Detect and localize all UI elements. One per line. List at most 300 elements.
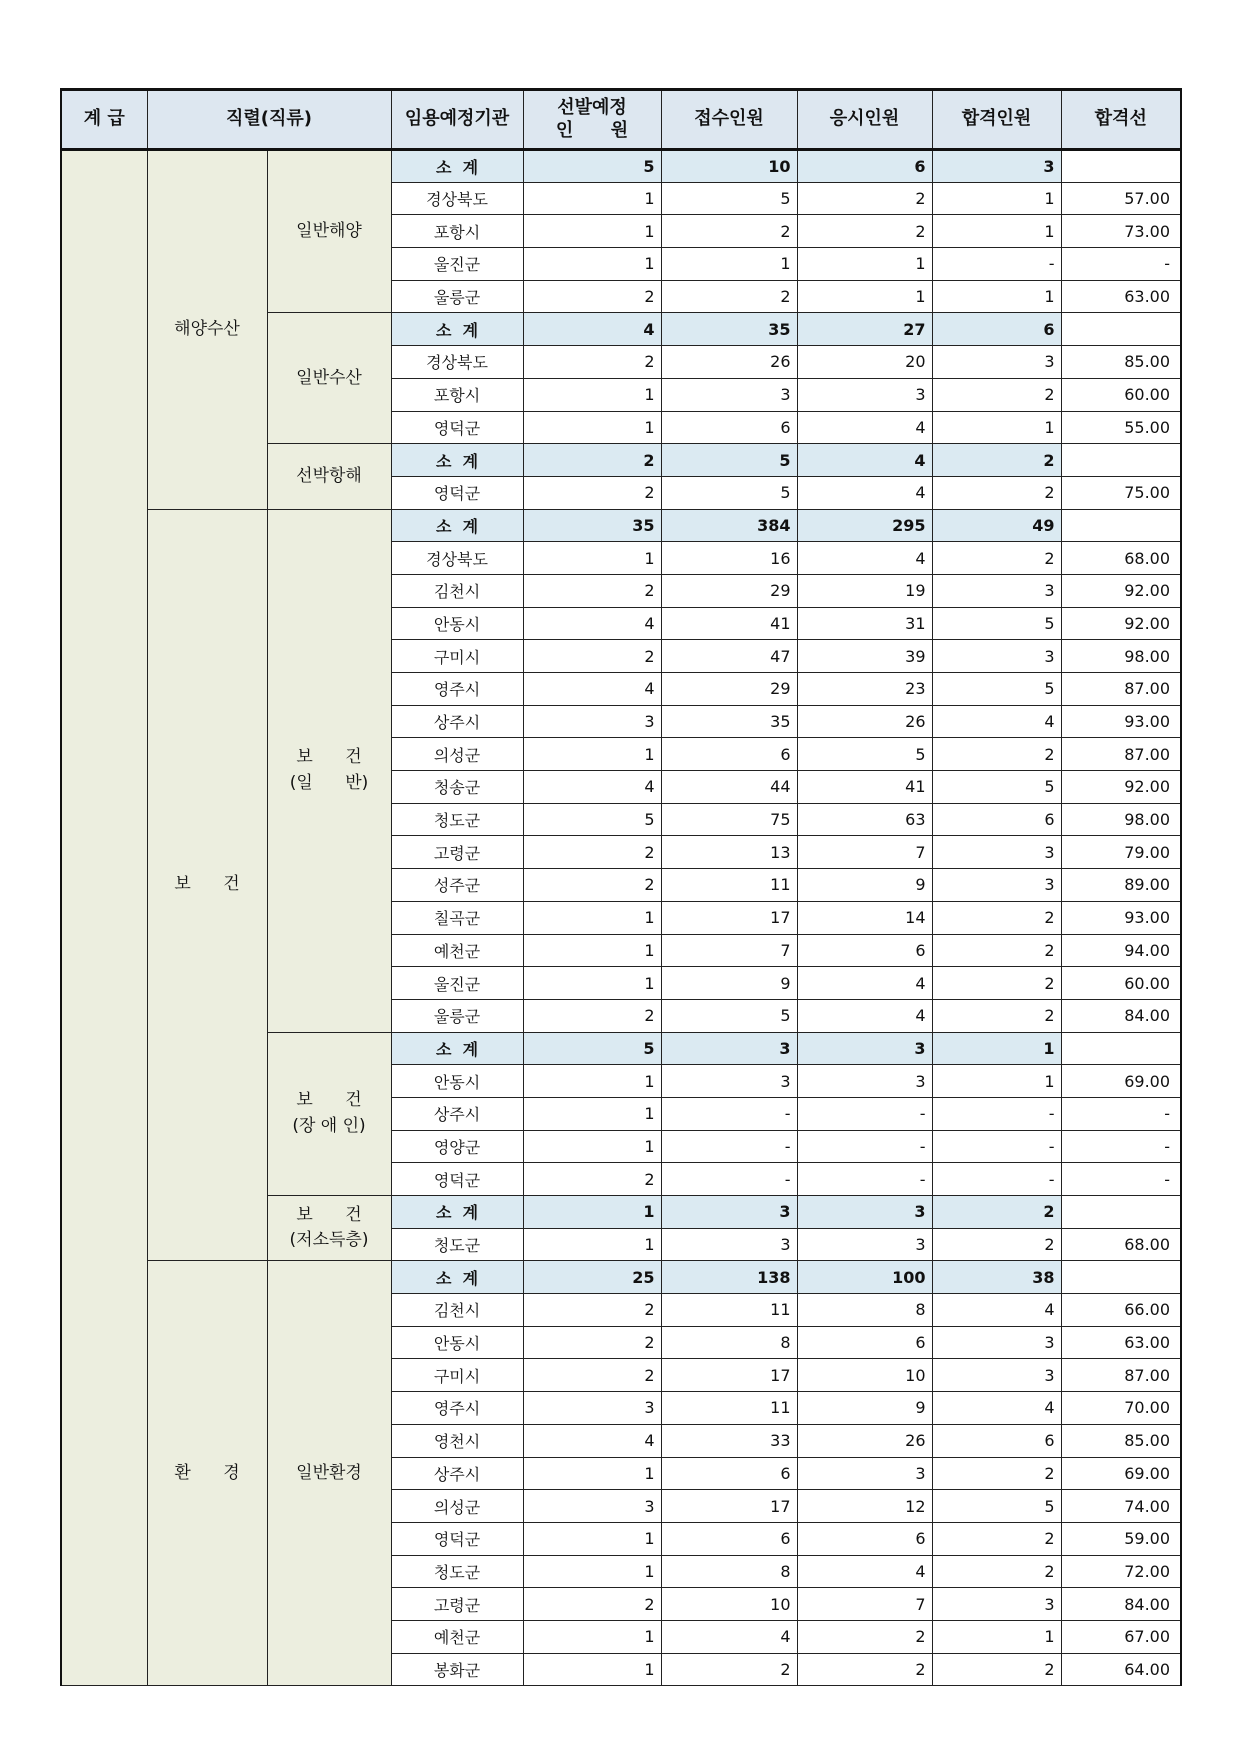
cutoff-cell: 89.00 — [1061, 869, 1181, 902]
cutoff-cell: 75.00 — [1061, 476, 1181, 509]
applied-cell: 5 — [661, 182, 797, 215]
agency-cell: 봉화군 — [391, 1653, 523, 1686]
applied-cell: 6 — [661, 1522, 797, 1555]
passed-cell: 5 — [932, 607, 1061, 640]
examined-cell: 295 — [797, 509, 932, 542]
agency-cell: 영덕군 — [391, 411, 523, 444]
passed-cell: 1 — [932, 1620, 1061, 1653]
agency-cell: 영양군 — [391, 1130, 523, 1163]
cutoff-cell: 98.00 — [1061, 803, 1181, 836]
agency-cell: 영주시 — [391, 673, 523, 706]
series-group-cell: 해양수산 — [147, 150, 267, 510]
examined-cell: 4 — [797, 542, 932, 575]
examined-cell: 2 — [797, 215, 932, 248]
series-subgroup-cell: 선박항해 — [267, 444, 391, 509]
examined-cell: - — [797, 1130, 932, 1163]
agency-cell: 안동시 — [391, 607, 523, 640]
examined-cell: 2 — [797, 1620, 932, 1653]
examined-cell: 4 — [797, 444, 932, 477]
passed-cell: 49 — [932, 509, 1061, 542]
cutoff-cell: 57.00 — [1061, 182, 1181, 215]
applied-cell: 5 — [661, 444, 797, 477]
applied-cell: 35 — [661, 313, 797, 346]
applied-cell: 17 — [661, 901, 797, 934]
header-series: 직렬(직류) — [147, 90, 391, 150]
applied-cell: 9 — [661, 967, 797, 1000]
examined-cell: 100 — [797, 1261, 932, 1294]
applied-cell: 10 — [661, 150, 797, 183]
planned-cell: 1 — [523, 1228, 661, 1261]
passed-cell: 38 — [932, 1261, 1061, 1294]
cutoff-cell: 69.00 — [1061, 1065, 1181, 1098]
planned-cell: 4 — [523, 607, 661, 640]
applied-cell: 6 — [661, 1457, 797, 1490]
passed-cell: 1 — [932, 280, 1061, 313]
planned-cell: 1 — [523, 182, 661, 215]
planned-cell: 1 — [523, 248, 661, 281]
agency-cell: 안동시 — [391, 1065, 523, 1098]
examined-cell: 3 — [797, 1196, 932, 1229]
examined-cell: 7 — [797, 836, 932, 869]
passed-cell: 6 — [932, 803, 1061, 836]
planned-cell: 2 — [523, 999, 661, 1032]
agency-cell: 영주시 — [391, 1392, 523, 1425]
passed-cell: - — [932, 1130, 1061, 1163]
planned-cell: 2 — [523, 574, 661, 607]
applied-cell: 11 — [661, 1392, 797, 1425]
passed-cell: - — [932, 1163, 1061, 1196]
applied-cell: 4 — [661, 1620, 797, 1653]
examined-cell: 6 — [797, 1522, 932, 1555]
applied-cell: 3 — [661, 1032, 797, 1065]
examined-cell: 4 — [797, 1555, 932, 1588]
planned-cell: 4 — [523, 313, 661, 346]
passed-cell: 2 — [932, 378, 1061, 411]
examined-cell: 5 — [797, 738, 932, 771]
header-grade: 계 급 — [61, 90, 147, 150]
cutoff-cell: 85.00 — [1061, 1424, 1181, 1457]
series-subgroup-cell: 보 건 (일 반) — [267, 509, 391, 1032]
cutoff-cell — [1061, 1261, 1181, 1294]
examined-cell: 1 — [797, 248, 932, 281]
planned-cell: 2 — [523, 444, 661, 477]
cutoff-cell: 93.00 — [1061, 901, 1181, 934]
passed-cell: 1 — [932, 1065, 1061, 1098]
cutoff-cell: 60.00 — [1061, 378, 1181, 411]
agency-cell: 울진군 — [391, 967, 523, 1000]
series-subgroup-cell: 일반수산 — [267, 313, 391, 444]
examined-cell: 31 — [797, 607, 932, 640]
applied-cell: - — [661, 1130, 797, 1163]
cutoff-cell — [1061, 1032, 1181, 1065]
planned-cell: 1 — [523, 901, 661, 934]
header-applied: 접수인원 — [661, 90, 797, 150]
applied-cell: 6 — [661, 738, 797, 771]
agency-cell: 소 계 — [391, 1032, 523, 1065]
subtotal-row — [61, 509, 1181, 542]
subtotal-row — [61, 1261, 1181, 1294]
cutoff-cell: 85.00 — [1061, 346, 1181, 379]
examined-cell: 10 — [797, 1359, 932, 1392]
planned-cell: 1 — [523, 215, 661, 248]
passed-cell: 5 — [932, 673, 1061, 706]
passed-cell: 3 — [932, 1588, 1061, 1621]
planned-cell: 1 — [523, 738, 661, 771]
agency-cell: 경상북도 — [391, 542, 523, 575]
planned-cell: 5 — [523, 803, 661, 836]
cutoff-cell: 68.00 — [1061, 1228, 1181, 1261]
examined-cell: 41 — [797, 771, 932, 804]
header-passed: 합격인원 — [932, 90, 1061, 150]
planned-cell: 2 — [523, 869, 661, 902]
passed-cell: - — [932, 248, 1061, 281]
agency-cell: 소 계 — [391, 150, 523, 183]
series-subgroup-cell: 보 건 (장 애 인) — [267, 1032, 391, 1195]
examined-cell: 3 — [797, 378, 932, 411]
agency-cell: 김천시 — [391, 1294, 523, 1327]
agency-cell: 구미시 — [391, 1359, 523, 1392]
cutoff-cell — [1061, 150, 1181, 183]
agency-cell: 포항시 — [391, 215, 523, 248]
planned-cell: 5 — [523, 150, 661, 183]
applied-cell: 6 — [661, 411, 797, 444]
examined-cell: 3 — [797, 1032, 932, 1065]
series-subgroup-cell: 일반해양 — [267, 150, 391, 313]
header-agency: 임용예정기관 — [391, 90, 523, 150]
passed-cell: 3 — [932, 1326, 1061, 1359]
examined-cell: 12 — [797, 1490, 932, 1523]
header-planned-line2: 인 원 — [555, 119, 629, 141]
applied-cell: 8 — [661, 1555, 797, 1588]
agency-cell: 포항시 — [391, 378, 523, 411]
applied-cell: 2 — [661, 280, 797, 313]
planned-cell: 2 — [523, 1294, 661, 1327]
planned-cell: 2 — [523, 346, 661, 379]
table-header — [61, 90, 1181, 150]
agency-cell: 소 계 — [391, 1261, 523, 1294]
agency-cell: 구미시 — [391, 640, 523, 673]
agency-cell: 상주시 — [391, 705, 523, 738]
passed-cell: - — [932, 1097, 1061, 1130]
series-subgroup-cell: 일반환경 — [267, 1261, 391, 1686]
applied-cell: 10 — [661, 1588, 797, 1621]
agency-cell: 고령군 — [391, 1588, 523, 1621]
applied-cell: 17 — [661, 1359, 797, 1392]
passed-cell: 2 — [932, 1555, 1061, 1588]
planned-cell: 4 — [523, 673, 661, 706]
examined-cell: 3 — [797, 1228, 932, 1261]
planned-cell: 2 — [523, 280, 661, 313]
agency-cell: 상주시 — [391, 1097, 523, 1130]
examined-cell: 39 — [797, 640, 932, 673]
planned-cell: 2 — [523, 1588, 661, 1621]
examined-cell: 27 — [797, 313, 932, 346]
cutoff-cell: 98.00 — [1061, 640, 1181, 673]
planned-cell: 2 — [523, 1163, 661, 1196]
applied-cell: - — [661, 1163, 797, 1196]
passed-cell: 2 — [932, 967, 1061, 1000]
cutoff-cell: 93.00 — [1061, 705, 1181, 738]
agency-cell: 소 계 — [391, 313, 523, 346]
agency-cell: 청도군 — [391, 1555, 523, 1588]
agency-cell: 소 계 — [391, 444, 523, 477]
cutoff-cell: 68.00 — [1061, 542, 1181, 575]
applied-cell: 3 — [661, 1196, 797, 1229]
passed-cell: 3 — [932, 150, 1061, 183]
agency-cell: 울릉군 — [391, 999, 523, 1032]
agency-cell: 울진군 — [391, 248, 523, 281]
examined-cell: 3 — [797, 1457, 932, 1490]
examined-cell: 1 — [797, 280, 932, 313]
applied-cell: 384 — [661, 509, 797, 542]
agency-cell: 영천시 — [391, 1424, 523, 1457]
applied-cell: 29 — [661, 574, 797, 607]
planned-cell: 1 — [523, 378, 661, 411]
planned-cell: 3 — [523, 705, 661, 738]
header-cutoff: 합격선 — [1061, 90, 1181, 150]
examined-cell: 19 — [797, 574, 932, 607]
header-planned-line1: 선발예정 — [557, 97, 627, 118]
planned-cell: 1 — [523, 1196, 661, 1229]
planned-cell: 35 — [523, 509, 661, 542]
agency-cell: 영덕군 — [391, 1522, 523, 1555]
applied-cell: - — [661, 1097, 797, 1130]
cutoff-cell: - — [1061, 1130, 1181, 1163]
planned-cell: 1 — [523, 1097, 661, 1130]
applied-cell: 3 — [661, 378, 797, 411]
planned-cell: 1 — [523, 1130, 661, 1163]
cutoff-cell: 92.00 — [1061, 574, 1181, 607]
planned-cell: 1 — [523, 411, 661, 444]
planned-cell: 1 — [523, 1653, 661, 1686]
applied-cell: 29 — [661, 673, 797, 706]
agency-cell: 청송군 — [391, 771, 523, 804]
planned-cell: 2 — [523, 836, 661, 869]
table-body — [61, 150, 1181, 1686]
cutoff-cell: 55.00 — [1061, 411, 1181, 444]
planned-cell: 2 — [523, 1359, 661, 1392]
planned-cell: 25 — [523, 1261, 661, 1294]
examined-cell: 26 — [797, 705, 932, 738]
examined-cell: 2 — [797, 1653, 932, 1686]
planned-cell: 1 — [523, 542, 661, 575]
examined-cell: 6 — [797, 1326, 932, 1359]
planned-cell: 1 — [523, 1457, 661, 1490]
planned-cell: 4 — [523, 1424, 661, 1457]
header-examined: 응시인원 — [797, 90, 932, 150]
passed-cell: 1 — [932, 1032, 1061, 1065]
examined-cell: 26 — [797, 1424, 932, 1457]
cutoff-cell — [1061, 313, 1181, 346]
cutoff-cell: 84.00 — [1061, 999, 1181, 1032]
applied-cell: 2 — [661, 1653, 797, 1686]
passed-cell: 2 — [932, 999, 1061, 1032]
agency-cell: 경상북도 — [391, 182, 523, 215]
cutoff-cell — [1061, 509, 1181, 542]
series-group-cell: 환 경 — [147, 1261, 267, 1686]
examined-cell: 4 — [797, 411, 932, 444]
passed-cell: 2 — [932, 738, 1061, 771]
passed-cell: 4 — [932, 705, 1061, 738]
passed-cell: 2 — [932, 476, 1061, 509]
cutoff-cell: 87.00 — [1061, 673, 1181, 706]
applied-cell: 33 — [661, 1424, 797, 1457]
applied-cell: 44 — [661, 771, 797, 804]
planned-cell: 5 — [523, 1032, 661, 1065]
cutoff-cell: 67.00 — [1061, 1620, 1181, 1653]
applied-cell: 47 — [661, 640, 797, 673]
examined-cell: 23 — [797, 673, 932, 706]
grade-cell — [61, 150, 147, 1686]
cutoff-cell: 73.00 — [1061, 215, 1181, 248]
examined-cell: 9 — [797, 869, 932, 902]
applied-cell: 11 — [661, 1294, 797, 1327]
agency-cell: 청도군 — [391, 803, 523, 836]
applied-cell: 26 — [661, 346, 797, 379]
cutoff-cell: - — [1061, 1097, 1181, 1130]
passed-cell: 4 — [932, 1294, 1061, 1327]
agency-cell: 영덕군 — [391, 476, 523, 509]
applied-cell: 7 — [661, 934, 797, 967]
cutoff-cell: 87.00 — [1061, 738, 1181, 771]
cutoff-cell — [1061, 444, 1181, 477]
passed-cell: 3 — [932, 836, 1061, 869]
cutoff-cell: 66.00 — [1061, 1294, 1181, 1327]
agency-cell: 고령군 — [391, 836, 523, 869]
passed-cell: 1 — [932, 182, 1061, 215]
examined-cell: 3 — [797, 1065, 932, 1098]
planned-cell: 2 — [523, 640, 661, 673]
applied-cell: 35 — [661, 705, 797, 738]
results-sheet — [60, 88, 1180, 1686]
examined-cell: 20 — [797, 346, 932, 379]
cutoff-cell: 92.00 — [1061, 607, 1181, 640]
passed-cell: 2 — [932, 901, 1061, 934]
agency-cell: 경상북도 — [391, 346, 523, 379]
applied-cell: 2 — [661, 215, 797, 248]
passed-cell: 5 — [932, 771, 1061, 804]
cutoff-cell: - — [1061, 248, 1181, 281]
cutoff-cell: 94.00 — [1061, 934, 1181, 967]
passed-cell: 5 — [932, 1490, 1061, 1523]
applied-cell: 16 — [661, 542, 797, 575]
passed-cell: 2 — [932, 1457, 1061, 1490]
applied-cell: 13 — [661, 836, 797, 869]
passed-cell: 3 — [932, 346, 1061, 379]
passed-cell: 3 — [932, 1359, 1061, 1392]
cutoff-cell: 60.00 — [1061, 967, 1181, 1000]
cutoff-cell: 74.00 — [1061, 1490, 1181, 1523]
examined-cell: 4 — [797, 999, 932, 1032]
examined-cell: 6 — [797, 150, 932, 183]
cutoff-cell: 69.00 — [1061, 1457, 1181, 1490]
passed-cell: 2 — [932, 542, 1061, 575]
cutoff-cell: - — [1061, 1163, 1181, 1196]
agency-cell: 상주시 — [391, 1457, 523, 1490]
header-planned — [523, 90, 661, 150]
examined-cell: 14 — [797, 901, 932, 934]
examined-cell: 4 — [797, 476, 932, 509]
examined-cell: 9 — [797, 1392, 932, 1425]
passed-cell: 2 — [932, 1196, 1061, 1229]
cutoff-cell — [1061, 1196, 1181, 1229]
passed-cell: 2 — [932, 1522, 1061, 1555]
passed-cell: 3 — [932, 640, 1061, 673]
agency-cell: 의성군 — [391, 738, 523, 771]
cutoff-cell: 59.00 — [1061, 1522, 1181, 1555]
applied-cell: 11 — [661, 869, 797, 902]
cutoff-cell: 87.00 — [1061, 1359, 1181, 1392]
planned-cell: 1 — [523, 967, 661, 1000]
agency-cell: 소 계 — [391, 509, 523, 542]
passed-cell: 2 — [932, 1653, 1061, 1686]
applied-cell: 75 — [661, 803, 797, 836]
agency-cell: 의성군 — [391, 1490, 523, 1523]
agency-cell: 안동시 — [391, 1326, 523, 1359]
passed-cell: 6 — [932, 313, 1061, 346]
applied-cell: 41 — [661, 607, 797, 640]
exam-results-table — [60, 88, 1182, 1686]
agency-cell: 청도군 — [391, 1228, 523, 1261]
applied-cell: 3 — [661, 1228, 797, 1261]
passed-cell: 3 — [932, 869, 1061, 902]
examined-cell: 4 — [797, 967, 932, 1000]
passed-cell: 2 — [932, 934, 1061, 967]
applied-cell: 8 — [661, 1326, 797, 1359]
cutoff-cell: 64.00 — [1061, 1653, 1181, 1686]
applied-cell: 138 — [661, 1261, 797, 1294]
examined-cell: 8 — [797, 1294, 932, 1327]
cutoff-cell: 72.00 — [1061, 1555, 1181, 1588]
series-subgroup-cell: 보 건 (저소득층) — [267, 1196, 391, 1261]
agency-cell: 칠곡군 — [391, 901, 523, 934]
passed-cell: 3 — [932, 574, 1061, 607]
examined-cell: - — [797, 1097, 932, 1130]
cutoff-cell: 84.00 — [1061, 1588, 1181, 1621]
agency-cell: 영덕군 — [391, 1163, 523, 1196]
planned-cell: 2 — [523, 476, 661, 509]
examined-cell: - — [797, 1163, 932, 1196]
passed-cell: 2 — [932, 444, 1061, 477]
agency-cell: 성주군 — [391, 869, 523, 902]
planned-cell: 1 — [523, 934, 661, 967]
applied-cell: 17 — [661, 1490, 797, 1523]
series-group-cell: 보 건 — [147, 509, 267, 1261]
passed-cell: 4 — [932, 1392, 1061, 1425]
examined-cell: 2 — [797, 182, 932, 215]
agency-cell: 소 계 — [391, 1196, 523, 1229]
planned-cell: 4 — [523, 771, 661, 804]
planned-cell: 3 — [523, 1392, 661, 1425]
planned-cell: 1 — [523, 1522, 661, 1555]
cutoff-cell: 63.00 — [1061, 280, 1181, 313]
applied-cell: 3 — [661, 1065, 797, 1098]
agency-cell: 예천군 — [391, 1620, 523, 1653]
passed-cell: 2 — [932, 1228, 1061, 1261]
planned-cell: 2 — [523, 1326, 661, 1359]
cutoff-cell: 92.00 — [1061, 771, 1181, 804]
agency-cell: 김천시 — [391, 574, 523, 607]
planned-cell: 3 — [523, 1490, 661, 1523]
applied-cell: 5 — [661, 476, 797, 509]
examined-cell: 63 — [797, 803, 932, 836]
passed-cell: 1 — [932, 411, 1061, 444]
planned-cell: 1 — [523, 1620, 661, 1653]
subtotal-row — [61, 150, 1181, 183]
applied-cell: 5 — [661, 999, 797, 1032]
examined-cell: 7 — [797, 1588, 932, 1621]
cutoff-cell: 79.00 — [1061, 836, 1181, 869]
